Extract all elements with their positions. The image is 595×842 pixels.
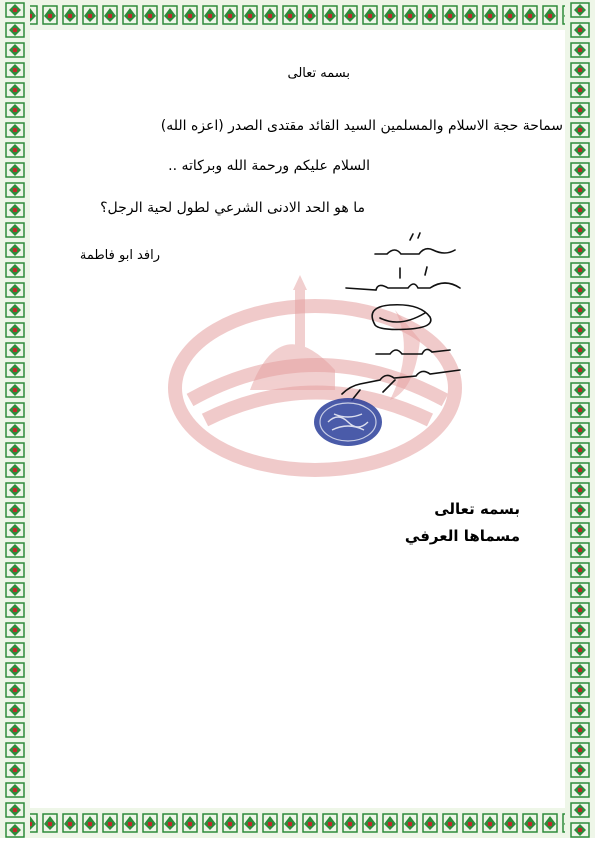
border-top: [0, 0, 595, 30]
handwritten-reply-signature: [300, 230, 470, 450]
border-bottom: [0, 808, 595, 838]
letter-sender: رافد ابو فاطمة: [79, 248, 160, 263]
letter-question: ما هو الحد الادنى الشرعي لطول لحية الرجل؟: [100, 200, 365, 216]
typed-reply-answer: مسماها العرفي: [404, 527, 520, 545]
border-right: [565, 0, 595, 838]
letter-greeting: السلام عليكم ورحمة الله وبركاته ..: [168, 158, 370, 174]
letter-addressee: سماحة حجة الاسلام والمسلمين السيد القائد مقتدى الصدر (اعزه الله): [160, 118, 563, 134]
letter-title: بسمه تعالى: [287, 66, 350, 81]
typed-reply-title: بسمه تعالى: [434, 500, 520, 518]
border-left: [0, 0, 30, 838]
